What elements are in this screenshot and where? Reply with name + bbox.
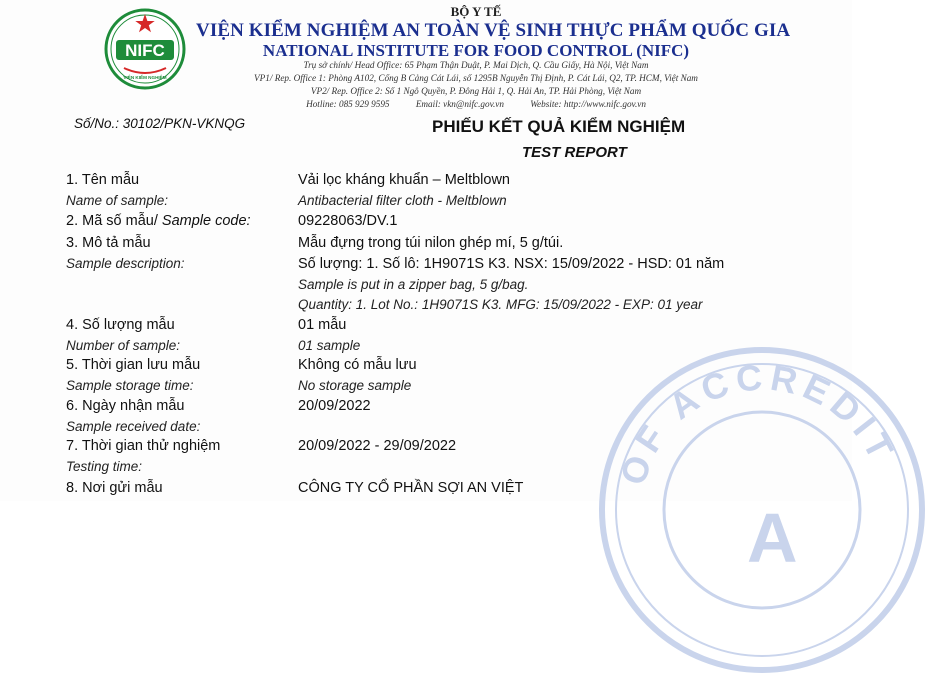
sender-value: CÔNG TY CỔ PHẦN SỢI AN VIỆT — [298, 480, 524, 496]
sample-name-value-en: Antibacterial filter cloth - Meltblown — [298, 193, 507, 208]
storage-time-label-en: Sample storage time: — [66, 378, 194, 393]
watermark-text: OF ACCREDIT — [611, 356, 905, 490]
sample-quantity-value-en: 01 sample — [298, 338, 361, 353]
testing-time-value: 20/09/2022 - 29/09/2022 — [298, 438, 457, 454]
storage-time-value: Không có mẫu lưu — [298, 357, 417, 373]
received-date-label-en: Sample received date: — [66, 419, 201, 434]
watermark-letter: A — [747, 499, 798, 577]
sample-code-label — [66, 213, 251, 229]
accreditation-watermark — [582, 330, 942, 690]
rep-office-1-address: VP1/ Rep. Office 1: Phòng A102, Cổng B Cảng Cát Lái, số 1295B Nguyễn Thị Định, P. Cát Lái, Q2, TP. HCM, Việt Nam — [254, 73, 698, 83]
sample-description-value-en-1: Sample is put in a zipper bag, 5 g/bag. — [298, 277, 529, 292]
sender-label: 8. Nơi gửi mẫu — [66, 480, 163, 496]
hotline: Hotline: 085 929 9595 — [306, 99, 390, 109]
website: Website: http://www.nifc.gov.vn — [530, 99, 646, 109]
sample-description-value-2: Số lượng: 1. Số lô: 1H9071S K3. NSX: 15/09/2022 - HSD: 01 năm — [298, 256, 725, 272]
storage-time-value-en: No storage sample — [298, 378, 412, 393]
received-date-value: 20/09/2022 — [298, 398, 371, 414]
report-title-vn: PHIẾU KẾT QUẢ KIỂM NGHIỆM — [432, 117, 686, 136]
sample-description-label-en: Sample description: — [66, 256, 185, 271]
nifc-logo — [104, 8, 186, 90]
sample-code-label-vn: 2. Mã số mẫu/ — [66, 213, 158, 229]
sample-quantity-label: 4. Số lượng mẫu — [66, 317, 175, 333]
sample-description-value-1: Mẫu đựng trong túi nilon ghép mí, 5 g/túi. — [298, 235, 564, 251]
sample-name-label: 1. Tên mẫu — [66, 172, 140, 188]
report-title-en: TEST REPORT — [522, 144, 627, 161]
received-date-label: 6. Ngày nhận mẫu — [66, 398, 185, 414]
sample-code-value: 09228063/DV.1 — [298, 213, 398, 229]
rep-office-2-address: VP2/ Rep. Office 2: Số 1 Ngô Quyền, P. Đông Hải 1, Q. Hải An, TP. Hải Phòng, Việt Nam — [310, 86, 642, 96]
sample-name-value: Vải lọc kháng khuẩn – Meltblown — [298, 172, 510, 188]
logo-subtext: VIỆN KIỂM NGHIỆM — [123, 75, 167, 80]
sample-name-label-en: Name of sample: — [66, 193, 169, 208]
institute-name-en: NATIONAL INSTITUTE FOR FOOD CONTROL (NIFC) — [262, 41, 690, 60]
email: Email: vkn@nifc.gov.vn — [415, 99, 504, 109]
report-number: Số/No.: 30102/PKN-VKNQG — [74, 116, 246, 131]
sample-code-label-en: Sample code: — [161, 213, 251, 229]
logo-text: NIFC — [125, 41, 165, 60]
contact-line — [196, 99, 756, 109]
sample-description-label: 3. Mô tả mẫu — [66, 235, 151, 251]
sample-quantity-value: 01 mẫu — [298, 317, 347, 333]
ministry-name: BỘ Y TẾ — [450, 4, 502, 19]
head-office-address: Trụ sở chính/ Head Office: 65 Phạm Thận Duật, P. Mai Dịch, Q. Cầu Giấy, Hà Nội, Việt Nam — [303, 60, 649, 70]
storage-time-label: 5. Thời gian lưu mẫu — [66, 357, 201, 373]
testing-time-label: 7. Thời gian thử nghiệm — [66, 438, 221, 454]
sample-description-value-en-2: Quantity: 1. Lot No.: 1H9071S K3. MFG: 15/09/2022 - EXP: 01 year — [298, 297, 703, 312]
sample-quantity-label-en: Number of sample: — [66, 338, 181, 353]
testing-time-label-en: Testing time: — [66, 459, 143, 474]
institute-name-vn: VIỆN KIỂM NGHIỆM AN TOÀN VỆ SINH THỰC PHẨM QUỐC GIA — [196, 20, 791, 41]
svg-text:OF ACCREDIT — [612, 356, 904, 490]
